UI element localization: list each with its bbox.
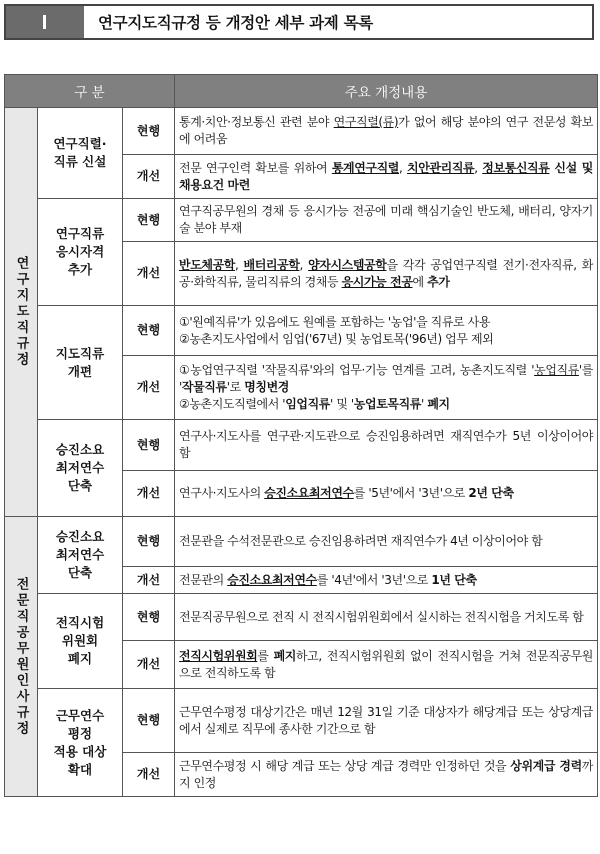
emphasis-text: 전직시험위원회: [179, 648, 258, 663]
emphasis-text: 추가: [427, 274, 450, 289]
emphasis-text: 임업직류: [285, 397, 330, 411]
emphasis-text: 정보통신직류: [482, 160, 550, 175]
table-row-current: [5, 689, 598, 753]
content-revised: 전문 연구인력 확보를 위하여 통계연구직렬, 치안관리직류, 정보통신직류 신설 및 채용요건 마련: [175, 155, 598, 199]
status-revised: 개선: [123, 356, 175, 420]
category-cell: 전문직공무원인사규정: [5, 517, 38, 797]
item-cell: 지도직류 개편: [38, 306, 123, 420]
content-current: 근무연수평정 대상기간은 매년 12월 31일 기준 대상자가 해당계급 또는 상당계급에서 실제로 직무에 종사한 기간으로 함: [175, 689, 598, 753]
content-current: 연구사·지도사를 연구관·지도관으로 승진임용하려면 재직연수가 5년 이상이어야 함: [175, 420, 598, 471]
header-category: 구 분: [5, 75, 175, 108]
emphasis-text: 승진소요최저연수: [264, 486, 354, 500]
emphasis-text: 명칭변경: [244, 380, 289, 394]
category-cell: 연구지도직규정: [5, 108, 38, 517]
item-cell: 연구직렬· 직류 신설: [38, 108, 123, 199]
table-row-current: [5, 594, 598, 641]
emphasis-text: 2년 단축: [468, 486, 514, 500]
emphasis-text: 1년 단축: [431, 572, 477, 587]
emphasis-text: 승진소요최저연수: [227, 572, 317, 587]
status-revised: 개선: [123, 567, 175, 594]
status-revised: 개선: [123, 753, 175, 797]
status-current: 현행: [123, 199, 175, 242]
table-row-current: [5, 108, 598, 155]
status-current: 현행: [123, 517, 175, 567]
content-revised: 전직시험위원회를 폐지하고, 전직시험위원회 없이 전직시험을 거쳐 전문직공무원으로 전직하도록 함: [175, 641, 598, 689]
emphasis-text: 폐지: [427, 397, 450, 411]
item-cell: 승진소요 최저연수 단축: [38, 517, 123, 594]
emphasis-text: 채용요건 마련: [179, 177, 250, 192]
emphasis-text: 연구직렬(류): [333, 115, 399, 129]
revision-table: [4, 74, 598, 797]
table-header-row: [5, 75, 598, 108]
emphasis-text: 작물직류: [181, 380, 227, 394]
item-cell: 연구직류 응시자격 추가: [38, 199, 123, 306]
content-current: ①'원예직류'가 있음에도 원예를 포함하는 '농업'을 직류로 사용 ②농촌지도사업에서 임업('67년) 및 농업토목('96년) 업무 제외: [175, 306, 598, 356]
table-row-current: [5, 199, 598, 242]
content-revised: 근무연수평정 시 해당 계급 또는 상당 계급 경력만 인정하던 것을 상위계급 경력까지 인정: [175, 753, 598, 797]
emphasis-text: 신설 및: [549, 160, 593, 175]
status-revised: 개선: [123, 242, 175, 306]
emphasis-text: 양자시스템공학: [308, 257, 387, 272]
content-current: 전문직공무원으로 전직 시 전직시험위원회에서 실시하는 전직시험을 거치도록 함: [175, 594, 598, 641]
table-row-current: [5, 420, 598, 471]
content-revised: 반도체공학, 배터리공학, 양자시스템공학을 각각 공업연구직렬 전기·전자직류, 화공·화학직류, 물리직류의 경채등 응시가능 전공에 추가: [175, 242, 598, 306]
content-current: 전문관을 수석전문관으로 승진임용하려면 재직연수가 4년 이상이어야 함: [175, 517, 598, 567]
emphasis-text: 농업직류: [534, 363, 579, 377]
table-row-current: [5, 306, 598, 356]
item-cell: 근무연수 평정 적용 대상 확대: [38, 689, 123, 797]
emphasis-text: 상위계급 경력: [510, 758, 582, 773]
item-cell: 승진소요 최저연수 단축: [38, 420, 123, 517]
item-cell: 전직시험 위원회 폐지: [38, 594, 123, 689]
status-current: 현행: [123, 420, 175, 471]
status-current: 현행: [123, 594, 175, 641]
content-current: 통계·치안·정보통신 관련 분야 연구직렬(류)가 없어 해당 분야의 연구 전문성 확보에 어려움: [175, 108, 598, 155]
content-revised: 연구사·지도사의 승진소요최저연수를 '5년'에서 '3년'으로 2년 단축: [175, 471, 598, 517]
emphasis-text: 응시가능 전공: [341, 274, 413, 289]
status-current: 현행: [123, 689, 175, 753]
status-revised: 개선: [123, 641, 175, 689]
emphasis-text: 반도체공학: [179, 257, 235, 272]
status-revised: 개선: [123, 471, 175, 517]
emphasis-text: 농업토목직류: [353, 397, 421, 411]
emphasis-text: 통계연구직렬: [331, 160, 399, 175]
content-current: 연구직공무원의 경채 등 응시가능 전공에 미래 핵심기술인 반도체, 배터리, 양자기술 분야 부재: [175, 199, 598, 242]
page-title: 연구지도직규정 등 개정안 세부 과제 목록: [98, 14, 373, 32]
table-row-current: [5, 517, 598, 567]
content-revised: ①농업연구직렬 '작물직류'와의 업무·기능 연계를 고려, 농촌지도직렬 '농업직류'를 '작물직류'로 명칭변경 ②농촌지도직렬에서 '임업직류' 및 '농업토목직류' 폐지: [175, 356, 598, 420]
emphasis-text: 배터리공학: [243, 257, 300, 272]
table-body: [5, 108, 598, 797]
status-current: 현행: [123, 108, 175, 155]
title-box: [4, 4, 594, 40]
emphasis-text: 치안관리직류: [407, 160, 475, 175]
status-revised: 개선: [123, 155, 175, 199]
title-marker: [6, 6, 84, 38]
content-revised: 전문관의 승진소요최저연수를 '4년'에서 '3년'으로 1년 단축: [175, 567, 598, 594]
header-content: 주요 개정내용: [175, 75, 598, 108]
emphasis-text: 폐지: [273, 648, 296, 663]
status-current: 현행: [123, 306, 175, 356]
